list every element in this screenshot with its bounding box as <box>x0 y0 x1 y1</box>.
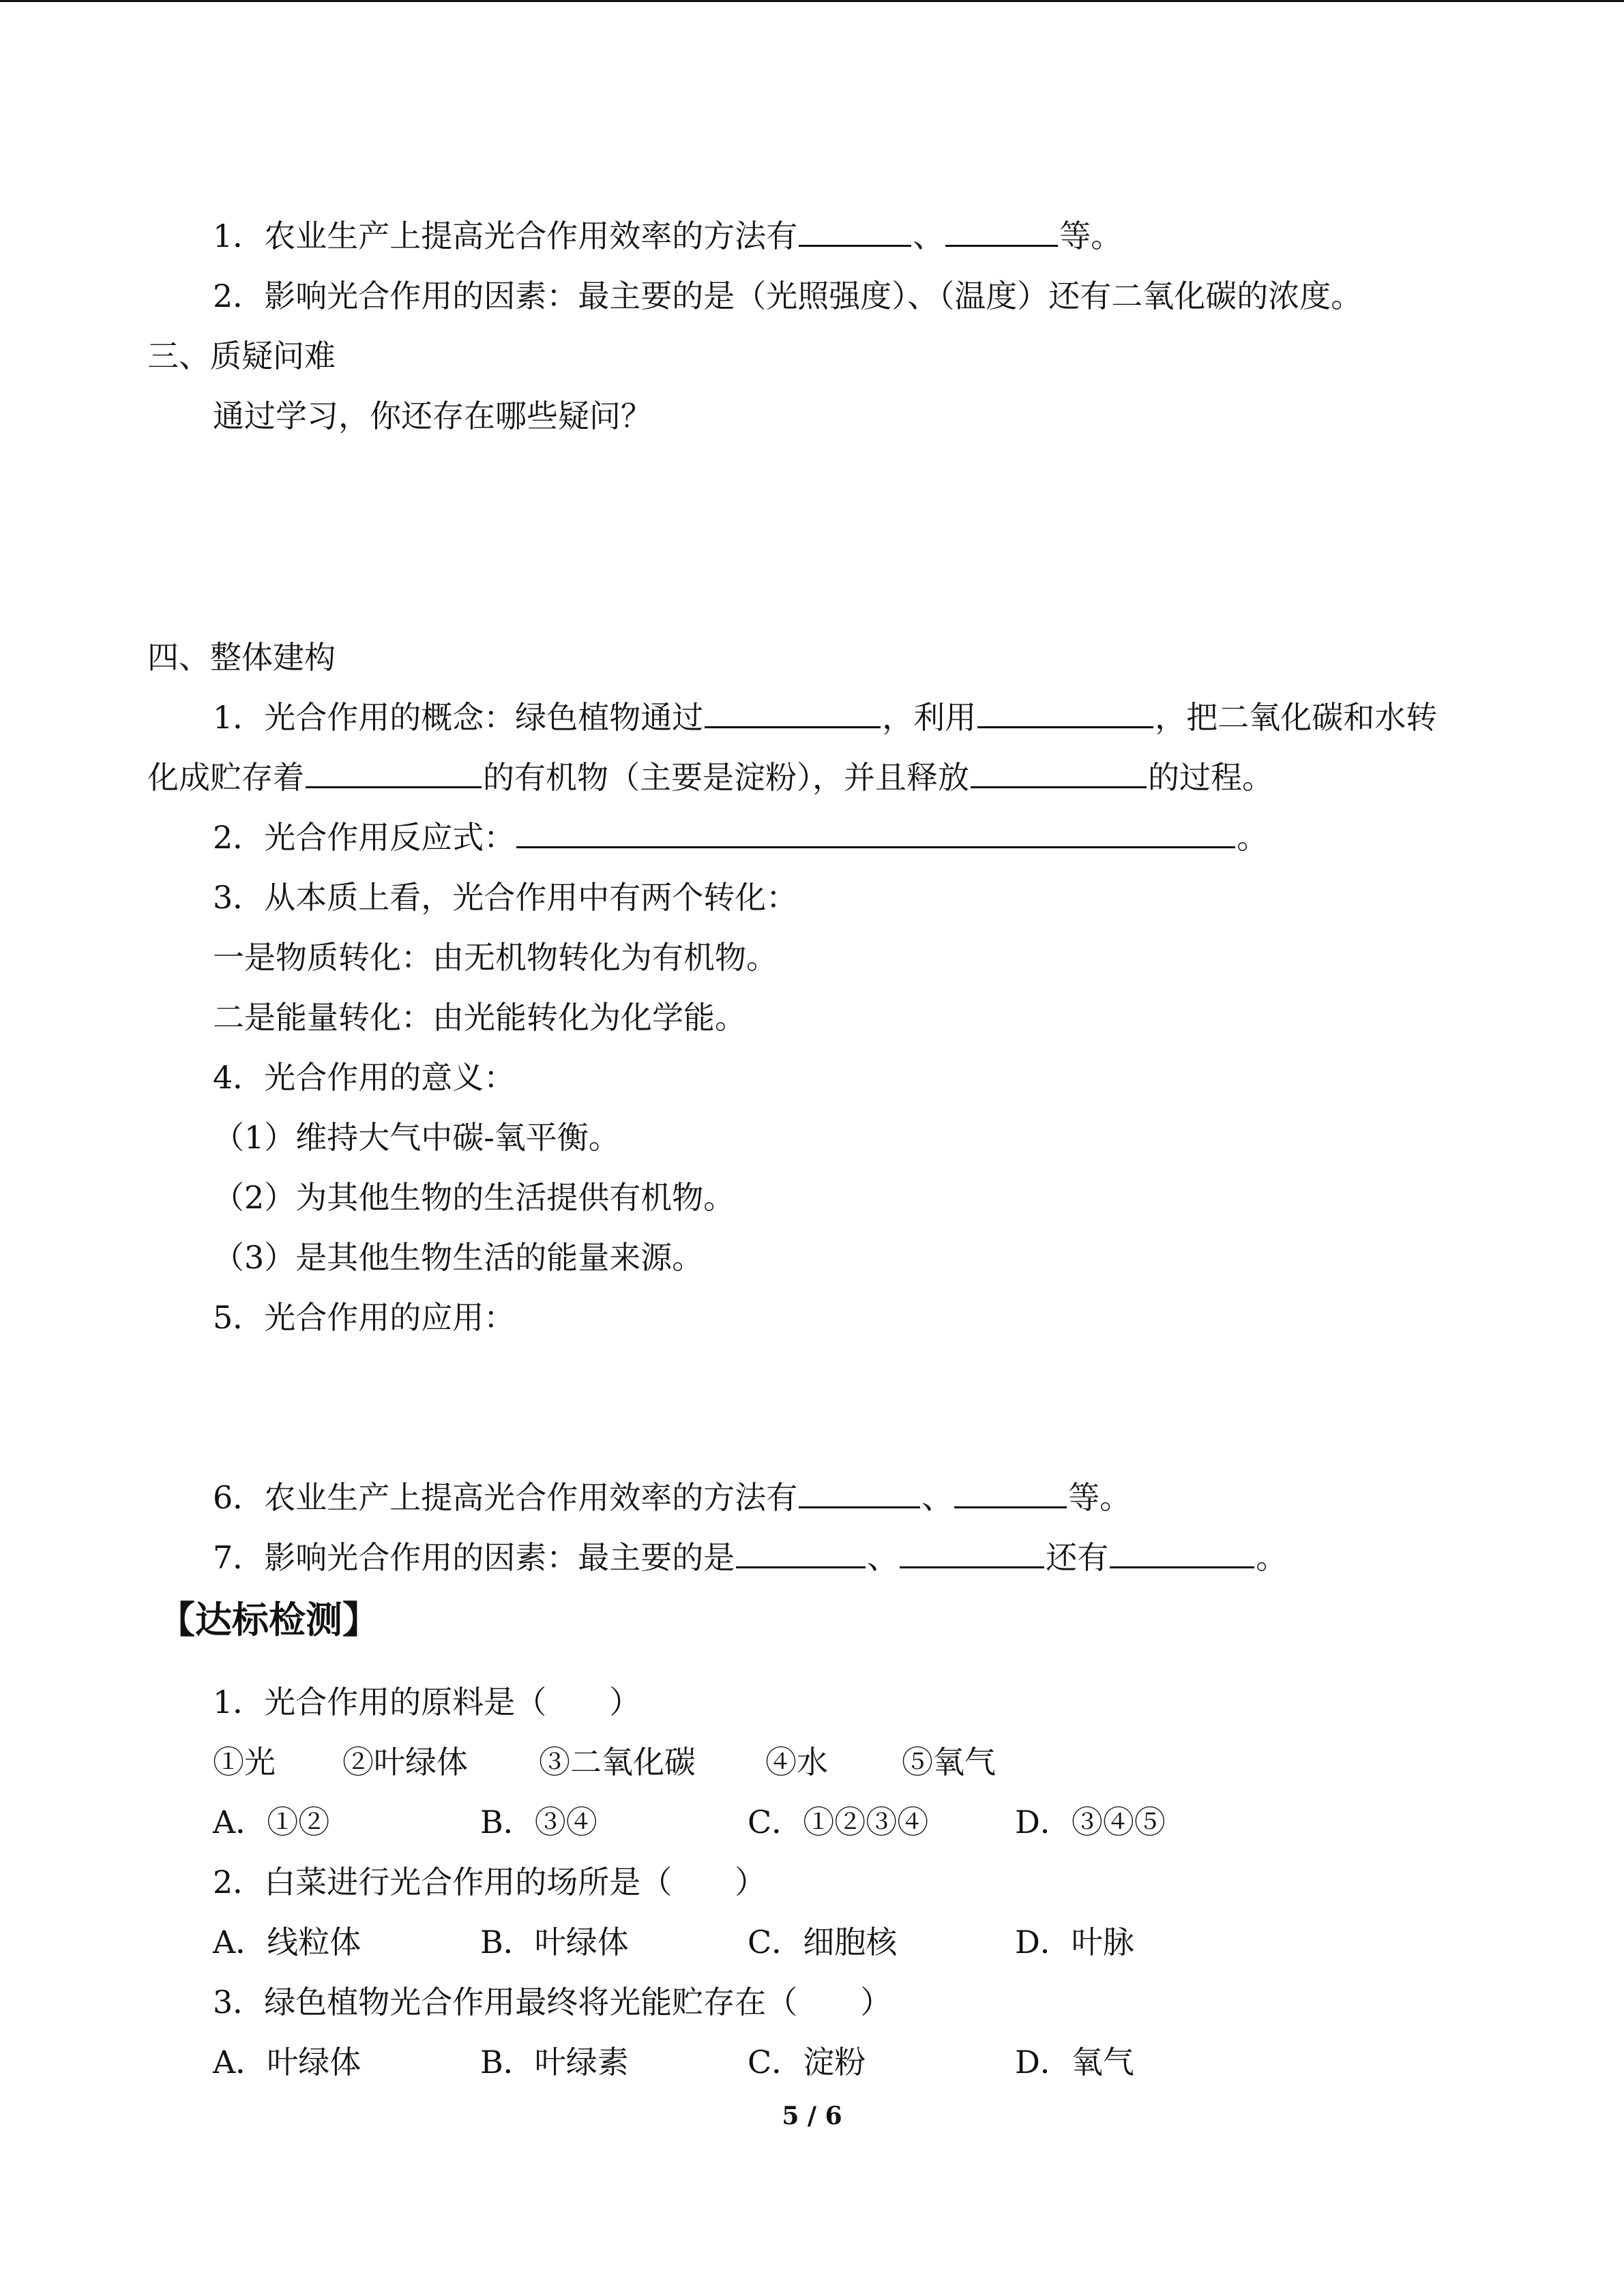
fill-blank[interactable] <box>900 1539 1044 1568</box>
s4-item5: 5．光合作用的应用： <box>213 1299 516 1336</box>
q2-option-c[interactable]: C．细胞核 <box>748 1924 898 1960</box>
test-title: 【达标检测】 <box>158 1598 379 1641</box>
fill-blank[interactable] <box>516 819 1235 848</box>
section3-prompt: 通过学习，你还存在哪些疑问？ <box>213 398 652 434</box>
s4-item3-b: 二是能量转化：由光能转化为化学能。 <box>213 999 746 1036</box>
s2-item1: 1．农业生产上提高光合作用效率的方法有 、 等。 <box>213 218 1123 254</box>
q1-option-c[interactable]: C．①②③④ <box>748 1804 929 1840</box>
s4-item4-1: （1）维持大气中碳-氧平衡。 <box>213 1119 620 1156</box>
q3-option-c[interactable]: C．淀粉 <box>748 2044 866 2081</box>
s2-item2: 2．影响光合作用的因素：最主要的是（光照强度）、（温度）还有二氧化碳的浓度。 <box>213 278 1363 314</box>
fill-blank[interactable] <box>306 759 482 788</box>
s4-item4: 4．光合作用的意义： <box>213 1059 516 1096</box>
q2-option-a[interactable]: A．线粒体 <box>213 1924 361 1960</box>
s4-item7: 7．影响光合作用的因素：最主要的是 、 还有 。 <box>213 1539 1288 1576</box>
s4-item1-line2: 化成贮存着 的有机物（主要是淀粉），并且释放 的过程。 <box>147 759 1273 796</box>
q1-option-d[interactable]: D．③④⑤ <box>1015 1804 1166 1840</box>
q1-item: ⑤氧气 <box>902 1744 996 1780</box>
fill-blank[interactable] <box>799 218 911 247</box>
q2-option-d[interactable]: D．叶脉 <box>1015 1924 1134 1960</box>
q1-option-a[interactable]: A．①② <box>213 1804 330 1840</box>
fill-blank[interactable] <box>705 699 881 728</box>
q3-option-a[interactable]: A．叶绿体 <box>213 2044 361 2081</box>
fill-blank[interactable] <box>954 1479 1067 1508</box>
fill-blank[interactable] <box>736 1539 866 1568</box>
s4-item3: 3．从本质上看，光合作用中有两个转化： <box>213 879 798 916</box>
q3-option-b[interactable]: B．叶绿素 <box>480 2044 629 2081</box>
s4-item2: 2．光合作用反应式： 。 <box>213 819 1269 856</box>
q3-option-d[interactable]: D．氧气 <box>1015 2044 1134 2081</box>
fill-blank[interactable] <box>799 1479 920 1508</box>
fill-blank[interactable] <box>971 759 1147 788</box>
fill-blank[interactable] <box>945 218 1058 247</box>
q3-stem: 3．绿色植物光合作用最终将光能贮存在（ ） <box>213 1984 892 2021</box>
q1-item: ①光 <box>213 1744 276 1780</box>
q1-stem: 1．光合作用的原料是（ ） <box>213 1684 641 1720</box>
s4-item4-3: （3）是其他生物生活的能量来源。 <box>213 1239 704 1276</box>
section4-title: 四、整体建构 <box>147 639 336 676</box>
s4-item6: 6．农业生产上提高光合作用效率的方法有 、 等。 <box>213 1479 1132 1516</box>
fill-blank[interactable] <box>1110 1539 1254 1568</box>
s4-item3-a: 一是物质转化：由无机物转化为有机物。 <box>213 939 778 976</box>
q1-option-b[interactable]: B．③④ <box>480 1804 597 1840</box>
section3-title: 三、质疑问难 <box>147 338 336 374</box>
q1-item: ②叶绿体 <box>342 1744 468 1780</box>
q1-item: ④水 <box>765 1744 828 1780</box>
s4-item1-line1: 1．光合作用的概念：绿色植物通过 ，利用 ，把二氧化碳和水转 <box>213 699 1438 736</box>
page-number: 5 / 6 <box>782 2102 842 2130</box>
fill-blank[interactable] <box>977 699 1153 728</box>
q1-item: ③二氧化碳 <box>539 1744 696 1780</box>
s4-item4-2: （2）为其他生物的生活提供有机物。 <box>213 1179 735 1216</box>
q2-stem: 2．白菜进行光合作用的场所是（ ） <box>213 1864 767 1900</box>
top-border <box>0 0 1624 2</box>
q2-option-b[interactable]: B．叶绿体 <box>480 1924 629 1960</box>
